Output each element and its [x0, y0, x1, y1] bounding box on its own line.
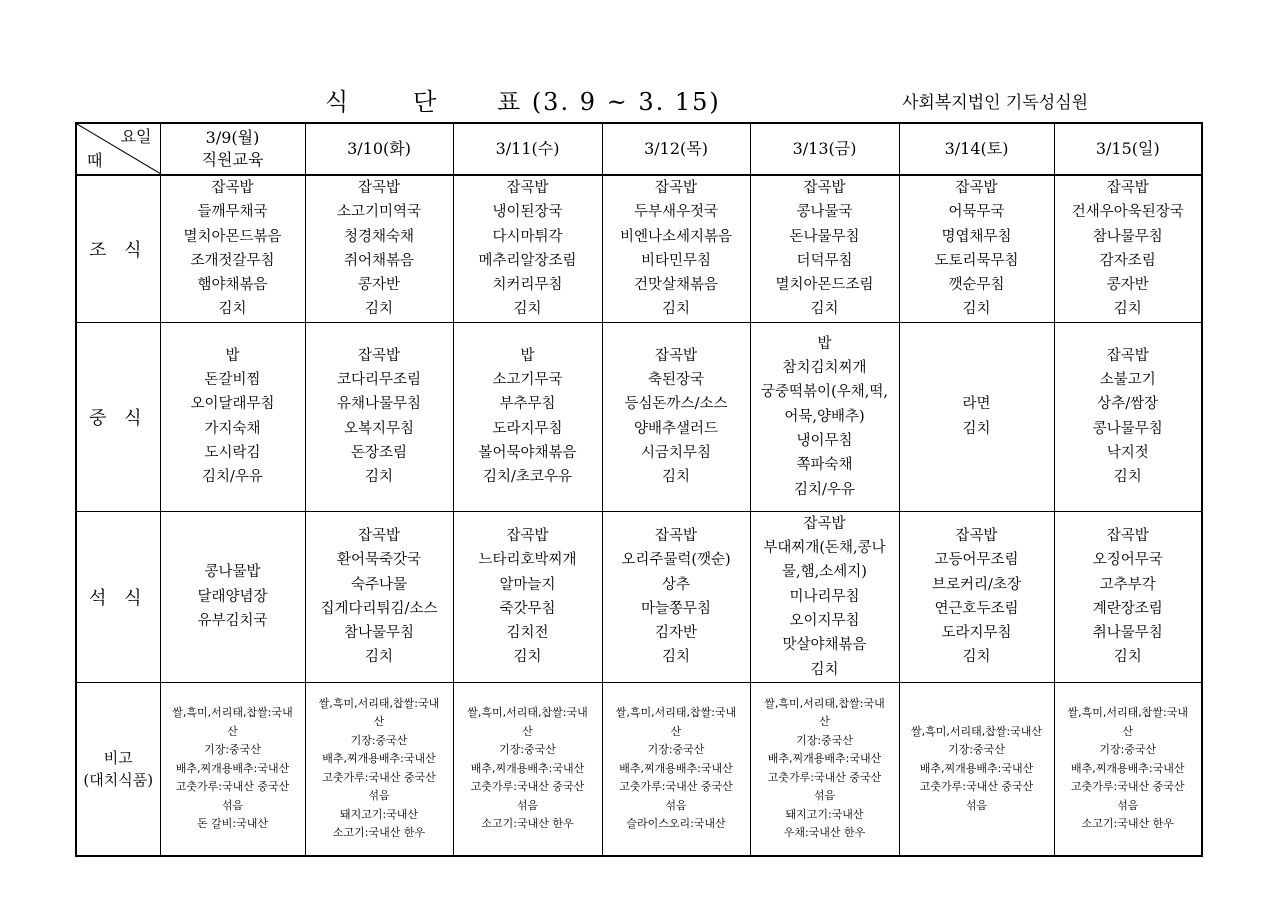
menu-item: 치커리무침	[492, 277, 563, 294]
origin-note: 섞음	[1117, 798, 1139, 812]
dinner-cell	[1054, 511, 1202, 682]
notes-row	[76, 682, 1202, 856]
dinner-cell	[453, 511, 602, 682]
menu-item-list	[900, 392, 1054, 441]
menu-item: 잡곡밥	[506, 180, 549, 196]
menu-item: 김치	[1113, 469, 1142, 486]
menu-item: 도라지무침	[492, 420, 563, 437]
menu-item: 소고기미역국	[336, 204, 422, 221]
day-date: 3/10(화)	[347, 139, 411, 158]
menu-item: 잡곡밥	[654, 527, 698, 544]
notes-cell	[1054, 682, 1202, 856]
lunch-cell	[750, 322, 899, 511]
menu-item-list	[1055, 344, 1202, 490]
origin-note: 산	[1122, 724, 1134, 738]
menu-item: 김치	[962, 649, 991, 666]
menu-item: 깻순무침	[948, 277, 1005, 294]
origin-note: 섞음	[516, 798, 539, 812]
breakfast-cell	[453, 175, 602, 322]
menu-item: 브로커리/초장	[932, 576, 1021, 593]
menu-item: 잡곡밥	[357, 347, 401, 364]
menu-item: 밥	[817, 335, 832, 352]
menu-item: 낙지젓	[1106, 445, 1149, 462]
menu-item: 비엔나소세지볶음	[619, 228, 733, 245]
menu-item: 밥	[225, 347, 240, 364]
origin-note: 섞음	[813, 789, 836, 803]
menu-item-list	[900, 524, 1054, 670]
menu-item: 건새우아욱된장국	[1071, 204, 1184, 221]
origin-note: 산	[373, 715, 385, 729]
day-date: 3/15(일)	[1095, 139, 1160, 158]
corner-cell	[76, 123, 160, 175]
origin-note: 쌀,흑미,서리태,찹쌀:국내	[764, 696, 885, 710]
lunch-cell	[160, 322, 305, 511]
menu-item: 김치	[661, 469, 690, 486]
notes-list	[751, 695, 899, 843]
breakfast-cell	[1054, 175, 1202, 322]
notes-list	[1055, 704, 1202, 834]
menu-item: 잡곡밥	[1106, 180, 1149, 196]
title-char-2: 단	[413, 88, 439, 116]
menu-item: 밥	[520, 347, 535, 364]
origin-note: 산	[522, 724, 533, 738]
origin-note: 기장:중국산	[350, 733, 408, 747]
menu-item: 김치	[810, 661, 839, 678]
menu-item: 돈갈비찜	[204, 372, 261, 389]
menu-item: 코다리무조림	[336, 372, 422, 389]
menu-item: 잡곡밥	[654, 347, 698, 364]
menu-item: 메추리알장조림	[478, 252, 577, 269]
origin-note: 기장:중국산	[647, 743, 705, 757]
menu-item-list	[603, 344, 750, 490]
lunch-cell	[453, 322, 602, 511]
notes-list	[454, 704, 602, 834]
header-row	[76, 123, 1202, 175]
menu-item: 참나물무침	[1092, 228, 1163, 245]
menu-item: 연근호두조림	[934, 600, 1019, 617]
menu-item: 김치	[513, 649, 542, 666]
menu-item-list	[1055, 524, 1202, 670]
menu-item: 쪽파숙채	[796, 457, 853, 474]
menu-item: 미나리무침	[789, 588, 860, 605]
menu-item: 잡곡밥	[506, 527, 549, 544]
origin-note: 기장:중국산	[948, 743, 1005, 757]
menu-item-list	[161, 176, 305, 322]
menu-item: 냉이무침	[796, 432, 853, 449]
menu-item-list	[1055, 176, 1202, 322]
origin-note: 산	[670, 724, 682, 738]
menu-item: 콩나물밥	[204, 564, 261, 581]
menu-item: 들깨무채국	[197, 204, 268, 221]
day-header	[750, 123, 899, 175]
corner-day-label: 요일	[120, 127, 152, 146]
menu-item: 콩나물국	[796, 204, 853, 221]
notes-list	[306, 695, 453, 843]
menu-item-list	[751, 332, 899, 502]
menu-item-list	[900, 176, 1054, 322]
menu-item: 죽갓무침	[499, 600, 556, 617]
origin-note: 기장:중국산	[204, 743, 261, 757]
day-date: 3/12(목)	[644, 139, 708, 158]
lunch-cell	[602, 322, 750, 511]
dinner-cell	[602, 511, 750, 682]
breakfast-cell	[602, 175, 750, 322]
notes-cell	[899, 682, 1054, 856]
lunch-cell	[899, 322, 1054, 511]
menu-item: 맛살야채볶음	[782, 637, 867, 654]
menu-item-list	[161, 560, 305, 633]
menu-item: 건맛살채볶음	[633, 277, 719, 294]
origin-note: 소고기:국내산 한우	[1081, 817, 1174, 831]
menu-item: 잡곡밥	[1106, 347, 1149, 364]
breakfast-label: 조 식	[76, 175, 160, 322]
title-char-1: 식	[325, 88, 351, 116]
menu-item-list	[454, 344, 602, 490]
menu-item: 소불고기	[1099, 372, 1156, 389]
menu-item: 참치김치찌개	[782, 360, 867, 377]
menu-item: 김치	[1113, 301, 1142, 318]
menu-item: 가지숙채	[204, 420, 261, 437]
menu-item: 잡곡밥	[803, 180, 846, 196]
origin-note: 쌀,흑미,서리태,찹쌀:국내	[467, 706, 588, 720]
menu-item: 더덕무침	[796, 252, 853, 269]
menu-item-list	[751, 512, 899, 682]
menu-item: 김치	[364, 469, 393, 486]
lunch-row	[76, 322, 1202, 511]
origin-note: 배추,찌개용배추:국내산	[322, 752, 436, 766]
origin-note: 소고기:국내산 한우	[332, 826, 426, 840]
menu-item: 궁중떡볶이(우채,떡,	[761, 384, 888, 401]
menu-item: 고등어무조림	[934, 552, 1019, 569]
menu-item: 두부새우젓국	[633, 204, 719, 221]
dinner-cell	[160, 511, 305, 682]
notes-cell	[305, 682, 453, 856]
notes-cell	[602, 682, 750, 856]
origin-note: 슬라이스오리:국내산	[626, 817, 726, 831]
dinner-cell	[750, 511, 899, 682]
origin-note: 고춧가루:국내산 중국산	[919, 780, 1034, 794]
menu-item-list	[751, 176, 899, 322]
menu-item: 어묵무국	[948, 204, 1005, 221]
dinner-cell	[305, 511, 453, 682]
menu-item: 느타리호박찌개	[478, 552, 577, 569]
corner-time-label: 때	[87, 151, 103, 170]
notes-cell	[453, 682, 602, 856]
lunch-cell	[1054, 322, 1202, 511]
origin-note: 쌀,흑미,서리태,찹쌀:국내	[172, 706, 293, 720]
menu-item: 등심돈까스/소스	[624, 396, 728, 413]
weekly-menu-table	[75, 122, 1203, 857]
origin-note: 고춧가루:국내산 중국산	[619, 780, 733, 794]
day-header	[899, 123, 1054, 175]
menu-item: 부대찌개(돈채,콩나	[763, 540, 886, 557]
menu-item: 잡곡밥	[1106, 527, 1149, 544]
day-date: 3/9(월)	[205, 128, 260, 147]
origin-note: 배추,찌개용배추:국내산	[619, 761, 733, 775]
menu-item: 상추	[661, 576, 690, 593]
menu-item: 유부김치국	[197, 612, 268, 629]
menu-item-list	[603, 176, 750, 322]
menu-item-list	[306, 344, 453, 490]
menu-item-list	[603, 524, 750, 670]
menu-item: 축된장국	[647, 372, 705, 389]
menu-item: 콩자반	[357, 277, 401, 294]
menu-item: 냉이된장국	[492, 204, 563, 221]
breakfast-row	[76, 175, 1202, 322]
origin-note: 고춧가루:국내산 중국산	[175, 780, 290, 794]
menu-item-list	[454, 524, 602, 670]
menu-item: 도라지무침	[941, 625, 1012, 642]
menu-item: 참나물무침	[343, 625, 415, 642]
menu-item: 알마늘지	[499, 576, 556, 593]
day-note: 직원교육	[201, 150, 264, 169]
menu-item: 멸치아몬드볶음	[183, 228, 282, 245]
menu-item: 상추/쌈장	[1097, 396, 1159, 413]
notes-label	[76, 682, 160, 856]
menu-item: 김치	[962, 420, 991, 437]
menu-item: 오리주물럭(깻순)	[621, 552, 731, 569]
menu-item: 잡곡밥	[357, 180, 401, 196]
origin-note: 우채:국내산 한우	[783, 826, 866, 840]
menu-item: 부추무침	[499, 396, 556, 413]
menu-item: 김치	[962, 301, 991, 318]
menu-item: 다시마튀각	[492, 228, 563, 245]
menu-item: 유채나물무침	[336, 396, 422, 413]
menu-item: 햄야채볶음	[197, 277, 268, 294]
menu-item: 조개젓갈무침	[190, 252, 275, 269]
menu-item: 달래양념장	[197, 588, 268, 605]
notes-label-line2: (대치식품)	[83, 770, 154, 789]
menu-item: 시금치무침	[640, 445, 712, 462]
menu-item: 김치	[1113, 649, 1142, 666]
menu-item: 명엽채무침	[941, 228, 1012, 245]
menu-item: 김치	[810, 301, 839, 318]
lunch-label: 중 식	[76, 322, 160, 511]
menu-item: 취나물무침	[1092, 625, 1163, 642]
origin-note: 배추,찌개용배추:국내산	[767, 752, 882, 766]
menu-item: 김치	[218, 301, 247, 318]
day-header	[453, 123, 602, 175]
menu-item: 잡곡밥	[803, 515, 846, 532]
menu-item: 숙주나물	[350, 576, 408, 593]
origin-note: 고춧가루:국내산 중국산	[470, 780, 585, 794]
menu-item: 김치	[364, 649, 393, 666]
menu-item: 물,햄,소세지)	[782, 564, 867, 581]
origin-note: 쌀,흑미,서리태,찹쌀:국내	[615, 706, 737, 720]
origin-note: 기장:중국산	[796, 733, 853, 747]
notes-label-line1: 비고	[103, 748, 133, 767]
menu-item: 어묵,양배추)	[784, 408, 865, 425]
origin-note: 섞음	[965, 798, 988, 812]
menu-item: 집게다리튀김/소스	[320, 600, 438, 617]
origin-note: 섞음	[368, 789, 390, 803]
origin-note: 섞음	[221, 798, 244, 812]
menu-item: 돈장조림	[350, 445, 408, 462]
notes-list	[900, 723, 1054, 816]
origin-note: 고춧가루:국내산 중국산	[322, 770, 436, 784]
day-header	[602, 123, 750, 175]
menu-item: 김치/초코우유	[483, 469, 572, 486]
menu-item: 콩나물무침	[1092, 420, 1163, 437]
day-date: 3/11(수)	[495, 139, 560, 158]
menu-item: 멸치아몬드조림	[775, 277, 874, 294]
menu-item: 도시락김	[204, 445, 261, 462]
menu-item: 계란장조림	[1092, 600, 1163, 617]
origin-note: 고춧가루:국내산 중국산	[1071, 780, 1185, 794]
menu-item: 볼어묵야채볶음	[478, 445, 577, 462]
origin-note: 기장:중국산	[1099, 743, 1157, 757]
menu-item: 오징어무국	[1092, 552, 1163, 569]
menu-item: 소고기무국	[492, 372, 563, 389]
menu-item: 김자반	[654, 625, 698, 642]
origin-note: 기장:중국산	[499, 743, 556, 757]
notes-cell	[160, 682, 305, 856]
origin-note: 고춧가루:국내산 중국산	[767, 770, 882, 784]
menu-item: 오이달래무침	[190, 396, 275, 413]
organization-name: 사회복지법인 기독성심원	[902, 93, 1089, 113]
menu-item: 잡곡밥	[211, 180, 254, 196]
origin-note: 배추,찌개용배추:국내산	[470, 761, 585, 775]
notes-list	[603, 704, 750, 834]
menu-item-list	[161, 344, 305, 490]
menu-item: 오복지무침	[343, 420, 415, 437]
origin-note: 돈 갈비:국내산	[197, 817, 268, 831]
menu-item: 김치/우유	[202, 469, 263, 486]
menu-item: 김치전	[506, 625, 549, 642]
title-date-range: 표 (3. 9 ~ 3. 15)	[497, 88, 721, 116]
origin-note: 쌀,흑미,서리태,찹쌀:국내	[318, 696, 440, 710]
menu-item: 김치	[513, 301, 542, 318]
origin-note: 배추,찌개용배추:국내산	[175, 761, 290, 775]
menu-title	[325, 82, 721, 117]
menu-item: 콩자반	[1106, 277, 1149, 294]
menu-item: 오이지무침	[789, 612, 860, 629]
day-header	[305, 123, 453, 175]
origin-note: 배추,찌개용배추:국내산	[1071, 761, 1185, 775]
menu-item: 김치	[661, 649, 690, 666]
menu-item: 잡곡밥	[654, 180, 698, 196]
menu-item: 잡곡밥	[357, 527, 401, 544]
menu-item: 도토리묵무침	[934, 252, 1019, 269]
day-header	[160, 123, 305, 175]
menu-item: 쥐어채볶음	[343, 252, 415, 269]
menu-item: 라면	[962, 396, 991, 413]
menu-item: 환어묵죽갓국	[336, 552, 422, 569]
breakfast-cell	[899, 175, 1054, 322]
breakfast-cell	[160, 175, 305, 322]
origin-note: 배추,찌개용배추:국내산	[919, 761, 1034, 775]
day-date: 3/14(토)	[944, 139, 1009, 158]
origin-note: 섞음	[665, 798, 687, 812]
menu-item: 고추부각	[1099, 576, 1156, 593]
menu-item: 양배추샐러드	[633, 420, 719, 437]
lunch-cell	[305, 322, 453, 511]
origin-note: 쌀,흑미,서리태,찹쌀:국내	[1067, 706, 1188, 720]
breakfast-cell	[750, 175, 899, 322]
notes-cell	[750, 682, 899, 856]
menu-item: 마늘쫑무침	[640, 600, 712, 617]
menu-item-list	[454, 176, 602, 322]
breakfast-cell	[305, 175, 453, 322]
menu-item: 돈나물무침	[789, 228, 860, 245]
dinner-cell	[899, 511, 1054, 682]
menu-item: 김치	[661, 301, 690, 318]
menu-item: 김치/우유	[794, 481, 855, 498]
origin-note: 돼지고기:국내산	[785, 807, 864, 821]
origin-note: 산	[227, 724, 238, 738]
origin-note: 산	[819, 715, 830, 729]
dinner-row	[76, 511, 1202, 682]
menu-item: 김치	[364, 301, 393, 318]
menu-item: 잡곡밥	[955, 527, 998, 544]
menu-item: 비타민무침	[640, 252, 712, 269]
notes-list	[161, 704, 305, 834]
day-header	[1054, 123, 1202, 175]
menu-item: 감자조림	[1099, 252, 1156, 269]
menu-item: 청경채숙채	[343, 228, 415, 245]
origin-note: 쌀,흑미,서리태,찹쌀:국내산	[910, 724, 1043, 738]
origin-note: 소고기:국내산 한우	[481, 817, 574, 831]
menu-item: 잡곡밥	[955, 180, 998, 196]
dinner-label: 석 식	[76, 511, 160, 682]
origin-note: 돼지고기:국내산	[339, 807, 419, 821]
menu-item-list	[306, 176, 453, 322]
day-date: 3/13(금)	[792, 139, 857, 158]
menu-item-list	[306, 524, 453, 670]
